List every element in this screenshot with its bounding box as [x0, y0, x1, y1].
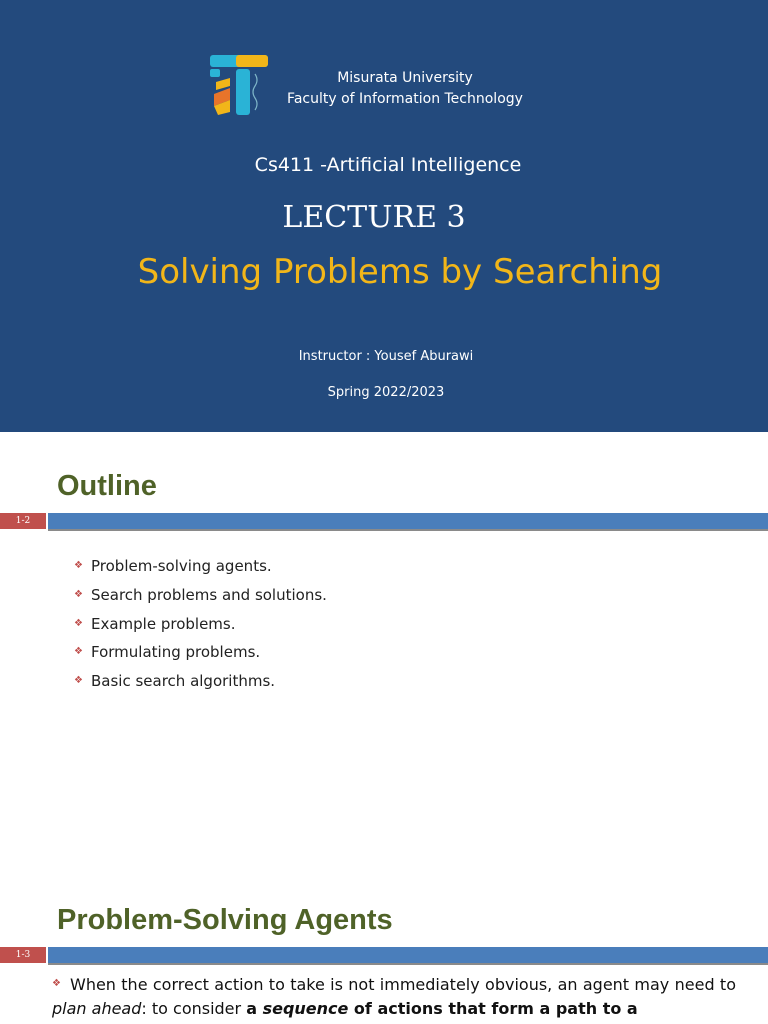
course-title: Cs411 -Artificial Intelligence [254, 154, 522, 176]
faculty-name: Faculty of Information Technology [287, 91, 523, 107]
diamond-bullet-icon: ❖ [74, 675, 83, 687]
lecture-number: LECTURE 3 [282, 200, 466, 235]
header-bar [48, 947, 768, 965]
slide-number: 1-2 [0, 513, 46, 529]
diamond-bullet-icon: ❖ [74, 646, 83, 658]
list-item: ❖ Formulating problems. [74, 638, 327, 667]
university-name: Misurata University [337, 70, 473, 86]
title-slide [0, 0, 768, 432]
list-item: ❖ Basic search algorithms. [74, 667, 327, 696]
header-bar [48, 513, 768, 531]
diamond-bullet-icon: ❖ [52, 978, 61, 989]
slide-heading: Outline [57, 470, 157, 502]
list-item: ❖ Problem-solving agents. [74, 552, 327, 581]
list-item: ❖ Search problems and solutions. [74, 581, 327, 610]
list-item: ❖ Example problems. [74, 610, 327, 639]
outline-list [74, 552, 327, 696]
diamond-bullet-icon: ❖ [74, 588, 83, 600]
slide-number: 1-3 [0, 947, 46, 963]
body-paragraph: ❖ When the correct action to take is not immediately obvious, an agent may need to plan ahead: to consider a sequence of actions that form a path to a [52, 972, 736, 1021]
semester: Spring 2022/2023 [327, 385, 445, 400]
problem-solving-slide [0, 868, 768, 1024]
lecture-subtitle: Solving Problems by Searching [137, 252, 663, 292]
university-logo [208, 52, 272, 116]
instructor-name: Instructor : Yousef Aburawi [298, 349, 474, 364]
diamond-bullet-icon: ❖ [74, 617, 83, 629]
diamond-bullet-icon: ❖ [74, 560, 83, 571]
slide-heading: Problem-Solving Agents [57, 904, 393, 936]
outline-slide [0, 434, 768, 866]
